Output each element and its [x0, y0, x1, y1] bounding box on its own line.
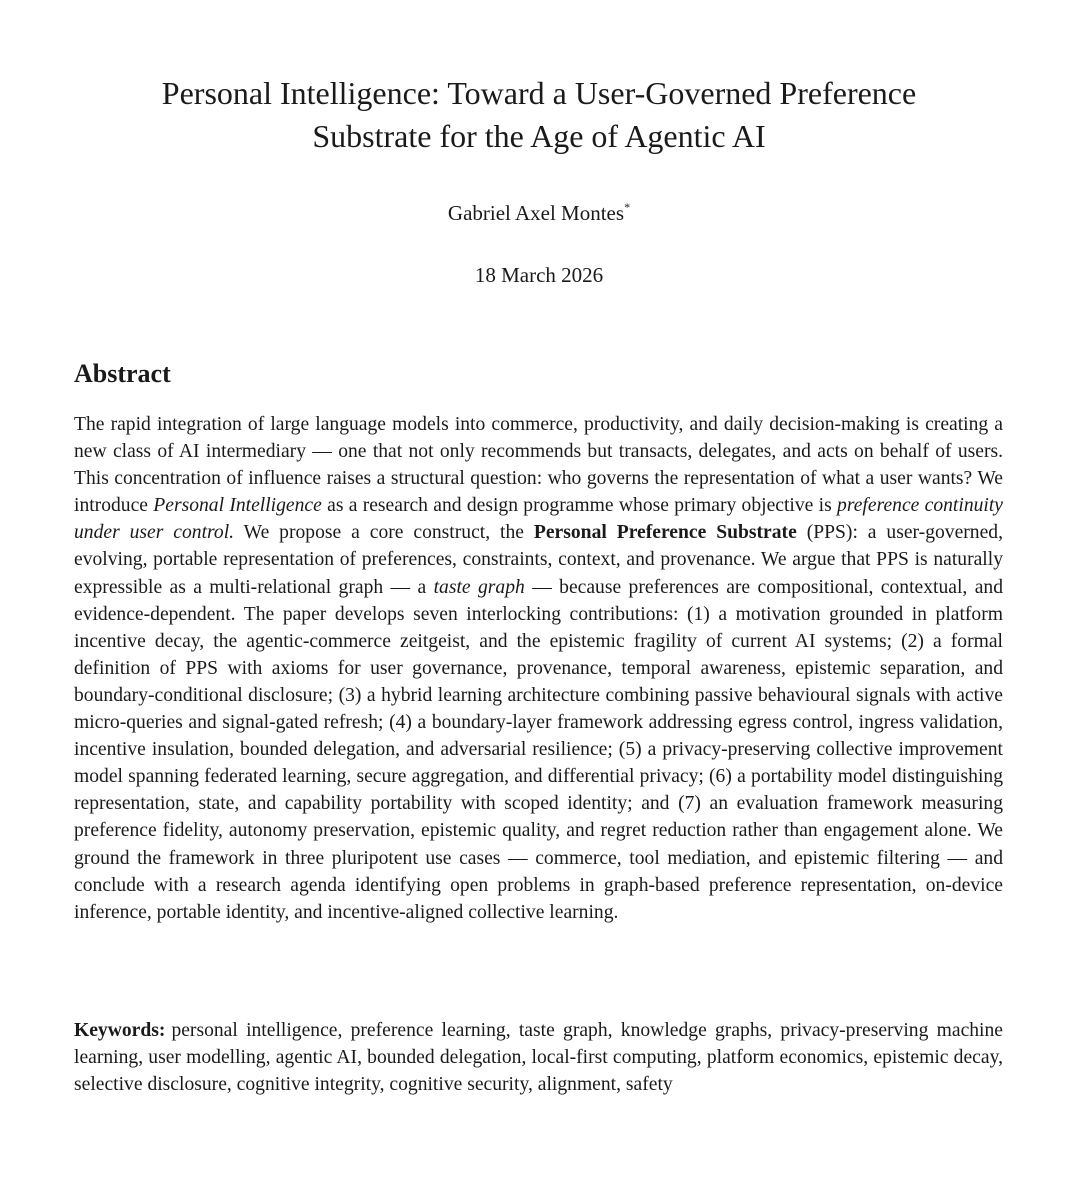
abstract-term-personal-intelligence: Personal Intelligence — [153, 495, 322, 517]
keywords-paragraph — [74, 1017, 1003, 1098]
keywords-label: Keywords: — [74, 1020, 166, 1041]
keywords-list: personal intelligence, preference learning, taste graph, knowledge graphs, privacy-preserving machine learning, user modelling, agentic AI, bounded delegation, local-first computing, platform economics, epistemic decay, selective disclosure, cognitive integrity, cognitive security, alignment, safety — [74, 1020, 1003, 1096]
abstract-text-1: The rapid integration of large language models into commerce, productivity, and daily decision-making is creating a new class of AI intermediary — one that not only recommends but transacts, delegates, and acts on behalf of users. This concentration of influence raises a structural question: who governs the representation of what a user wants? We introduce — [74, 414, 1003, 517]
publication-date: 18 March 2026 — [474, 263, 604, 287]
abstract-body — [74, 411, 1003, 926]
abstract-text-3: We propose a core construct, the — [234, 522, 534, 544]
abstract-heading: Abstract — [74, 359, 171, 388]
abstract-term-pps: Personal Preference Substrate — [533, 522, 797, 544]
abstract-text-5: — because preferences are compositional, contextual, and evidence-dependent. The paper develops seven interlocking contributions: (1) a motivation grounded in platform incentive decay, the agentic-commerce zeitgeist, and the epistemic fragility of current AI systems; (2) a formal definition of PPS with axioms for user governance, provenance, temporal awareness, epistemic separation, and boundary-conditional disclosure; (3) a hybrid learning architecture combining passive behavioural signals with active micro-queries and signal-gated refresh; (4) a boundary-layer framework addressing egress control, ingress validation, incentive insulation, bounded delegation, and adversarial resilience; (5) a privacy-preserving collective improvement model spanning federated learning, secure aggregation, and differential privacy; (6) a portability model distinguishing representation, state, and capability portability with scoped identity; and (7) an evaluation framework measuring preference fidelity, autonomy preservation, epistemic quality, and regret reduction rather than engagement alone. We ground the framework in three pluripotent use cases — commerce, tool mediation, and epistemic filtering — and conclude with a research agenda identifying open problems in graph-based preference representation, on-device inference, portable identity, and incentive-aligned collective learning. — [74, 576, 1003, 923]
author-name: Gabriel Axel Montes — [447, 201, 625, 225]
abstract-text-4: (PPS): a user-governed, evolving, portable representation of preferences, constraints, context, and provenance. We argue that PPS is naturally expressible as a multi-relational graph — a — [74, 522, 1003, 598]
abstract-term-objective: preference continuity under user control. — [74, 495, 1003, 544]
abstract-term-taste-graph: taste graph — [433, 576, 525, 598]
author-line — [0, 200, 1078, 226]
abstract-text-2: as a research and design programme whose primary objective is — [321, 495, 838, 517]
paper-title: Personal Intelligence: Toward a User-Governed Preference Substrate for the Age of Agentic AI — [161, 75, 917, 154]
author-footnote-mark: * — [624, 200, 631, 214]
